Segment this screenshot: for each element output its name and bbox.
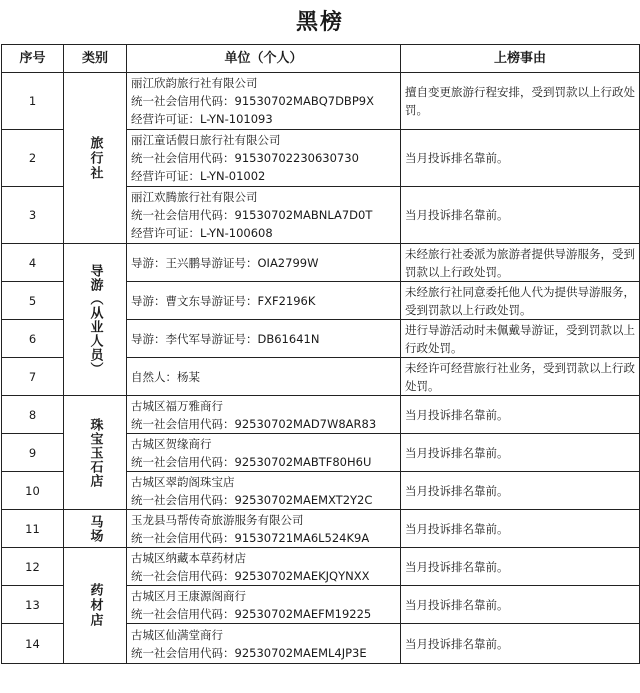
unit-name: 自然人：杨某	[131, 369, 200, 384]
unit-cell	[127, 624, 401, 664]
unit-credit-code: 统一社会信用代码：91530702MABNLA7D0T	[131, 208, 373, 222]
unit-credit-code: 统一社会信用代码：92530702MABTF80H6U	[131, 454, 372, 469]
category-travel: 旅行社	[87, 135, 103, 181]
unit-license: 经营许可证：L-YN-100608	[131, 226, 273, 240]
page-title: 黑榜	[295, 10, 344, 35]
reason-cell: 未经旅行社同意委托他人代为提供导游服务，受到罚款以上行政处罚。	[401, 282, 640, 320]
header-unit: 单位（个人）	[127, 45, 401, 73]
reason-cell: 当月投诉排名靠前。	[401, 624, 640, 664]
unit-cell	[127, 434, 401, 472]
category-cell	[64, 73, 127, 244]
blacklist-table	[1, 44, 640, 664]
unit-credit-code: 统一社会信用代码：91530702MABQ7DBP9X	[131, 94, 374, 108]
table-row	[2, 396, 640, 434]
unit-name: 丽江欣韵旅行社有限公司	[131, 76, 258, 90]
unit-cell	[127, 548, 401, 586]
unit-name: 古城区福万雅商行	[131, 398, 223, 413]
category-cell	[64, 548, 127, 664]
reason-cell: 当月投诉排名靠前。	[401, 396, 640, 434]
unit-name: 丽江欢腾旅行社有限公司	[131, 190, 258, 204]
row-number: 7	[2, 358, 64, 396]
table-row	[2, 548, 640, 586]
table-header-row	[2, 45, 640, 73]
unit-name: 导游：曹文东导游证号：FXF2196K	[131, 293, 316, 308]
reason-cell: 未经旅行社委派为旅游者提供导游服务，受到罚款以上行政处罚。	[401, 244, 640, 282]
unit-cell	[127, 73, 401, 130]
row-number: 2	[2, 130, 64, 187]
unit-credit-code: 统一社会信用代码：92530702MAEML4JP3E	[131, 645, 367, 660]
row-number: 11	[2, 510, 64, 548]
unit-name: 古城区翠韵阁珠宝店	[131, 474, 235, 489]
reason-cell: 未经许可经营旅行社业务，受到罚款以上行政处罚。	[401, 358, 640, 396]
row-number: 5	[2, 282, 64, 320]
row-number: 14	[2, 624, 64, 664]
unit-cell	[127, 472, 401, 510]
row-number: 3	[2, 187, 64, 244]
category-cell	[64, 510, 127, 548]
unit-cell	[127, 586, 401, 624]
reason-cell: 当月投诉排名靠前。	[401, 510, 640, 548]
unit-cell	[127, 130, 401, 187]
unit-credit-code: 统一社会信用代码：92530702MAEKJQYNXX	[131, 568, 370, 583]
unit-license: 经营许可证：L-YN-101093	[131, 112, 273, 126]
reason-cell: 进行导游活动时未佩戴导游证，受到罚款以上行政处罚。	[401, 320, 640, 358]
table-row	[2, 73, 640, 130]
unit-credit-code: 统一社会信用代码：92530702MAEMXT2Y2C	[131, 492, 373, 507]
header-no: 序号	[2, 45, 64, 73]
category-cell	[64, 244, 127, 396]
header-category: 类别	[64, 45, 127, 73]
reason-cell: 当月投诉排名靠前。	[401, 548, 640, 586]
unit-credit-code: 统一社会信用代码：91530721MA6L524K9A	[131, 530, 370, 545]
reason-cell: 当月投诉排名靠前。	[401, 434, 640, 472]
unit-name: 古城区月王康源阁商行	[131, 588, 246, 603]
row-number: 4	[2, 244, 64, 282]
unit-cell	[127, 244, 401, 282]
table-row	[2, 244, 640, 282]
category-cell	[64, 396, 127, 510]
row-number: 10	[2, 472, 64, 510]
unit-license: 经营许可证：L-YN-01002	[131, 169, 266, 183]
reason-cell: 当月投诉排名靠前。	[401, 187, 640, 244]
table-row	[2, 510, 640, 548]
unit-cell	[127, 358, 401, 396]
unit-name: 导游：李代军导游证号：DB61641N	[131, 331, 320, 346]
unit-cell	[127, 396, 401, 434]
reason-cell: 当月投诉排名靠前。	[401, 130, 640, 187]
reason-cell: 当月投诉排名靠前。	[401, 586, 640, 624]
unit-name: 导游：王兴鹏导游证号：OIA2799W	[131, 255, 319, 270]
row-number: 8	[2, 396, 64, 434]
unit-credit-code: 统一社会信用代码：92530702MAEFM19225	[131, 606, 372, 621]
row-number: 1	[2, 73, 64, 130]
unit-name: 古城区贺缘商行	[131, 436, 212, 451]
row-number: 12	[2, 548, 64, 586]
unit-cell	[127, 320, 401, 358]
unit-cell	[127, 187, 401, 244]
category-horse: 马场	[87, 514, 103, 543]
unit-credit-code: 统一社会信用代码：92530702MAD7W8AR83	[131, 416, 377, 431]
unit-name: 丽江童话假日旅行社有限公司	[131, 133, 281, 147]
category-jewelry: 珠宝玉石店	[87, 417, 103, 488]
reason-cell: 当月投诉排名靠前。	[401, 472, 640, 510]
unit-cell	[127, 510, 401, 548]
row-number: 6	[2, 320, 64, 358]
unit-name: 玉龙县马帮传奇旅游服务有限公司	[131, 512, 304, 527]
unit-credit-code: 统一社会信用代码：91530702230630730	[131, 151, 359, 165]
category-herb: 药材店	[87, 583, 103, 628]
unit-name: 古城区仙满堂商行	[131, 627, 223, 642]
unit-name: 古城区纳藏本草药材店	[131, 550, 246, 565]
reason-cell: 擅自变更旅游行程安排，受到罚款以上行政处罚。	[401, 73, 640, 130]
header-reason: 上榜事由	[401, 45, 640, 73]
row-number: 9	[2, 434, 64, 472]
row-number: 13	[2, 586, 64, 624]
category-guide: 导游（从业人员）	[87, 263, 103, 376]
unit-cell	[127, 282, 401, 320]
